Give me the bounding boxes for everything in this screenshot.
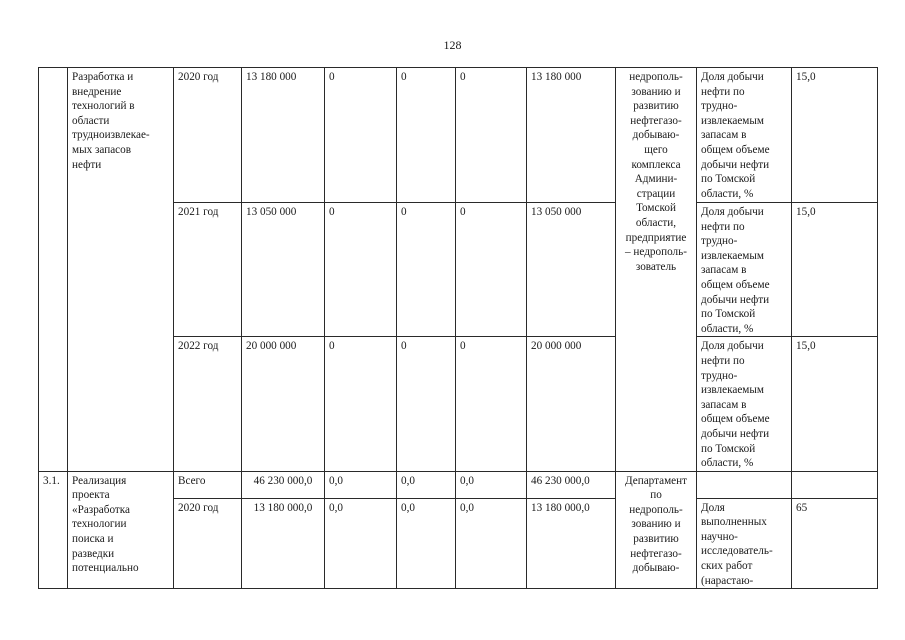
federal-cell: 0 (325, 203, 397, 337)
local-cell: 0 (456, 337, 527, 471)
activity-name: Разработка и внедрение технологий в области трудноизвлекае- мых запасов нефти (68, 68, 174, 472)
local-cell: 0,0 (456, 498, 527, 589)
indicator-cell: Доля добычи нефти по трудно- извлекаемым запасам в общем объеме добычи нефти по Томской области, % (697, 337, 792, 471)
indicator-cell: Доля добычи нефти по трудно- извлекаемым запасам в общем объеме добычи нефти по Томской области, % (697, 68, 792, 203)
regional-cell: 0 (397, 337, 456, 471)
page-number: 128 (443, 38, 462, 52)
indicator-cell: Доля добычи нефти по трудно- извлекаемым запасам в общем объеме добычи нефти по Томской области, % (697, 203, 792, 337)
indicator-value-cell: 15,0 (792, 203, 878, 337)
table-row (39, 471, 878, 498)
extrabudget-cell: 13 050 000 (527, 203, 616, 337)
row-number-cell (39, 68, 68, 472)
year-cell: 2020 год (174, 498, 242, 589)
year-cell: 2021 год (174, 203, 242, 337)
total-cell: 20 000 000 (242, 337, 325, 471)
federal-cell: 0 (325, 337, 397, 471)
federal-cell: 0,0 (325, 498, 397, 589)
indicator-cell: Доля выполненных научно- исследователь- ских работ (нарастаю- (697, 498, 792, 589)
federal-cell: 0 (325, 68, 397, 203)
responsible-cell: Департамент по недрополь- зованию и развитию нефтегазо- добываю- (616, 471, 697, 589)
extrabudget-cell: 46 230 000,0 (527, 471, 616, 498)
regional-cell: 0,0 (397, 498, 456, 589)
regional-cell: 0,0 (397, 471, 456, 498)
indicator-value-cell (792, 471, 878, 498)
total-cell: 13 180 000 (242, 68, 325, 203)
year-cell: 2022 год (174, 337, 242, 471)
extrabudget-cell: 13 180 000 (527, 68, 616, 203)
total-cell: 13 050 000 (242, 203, 325, 337)
year-cell: 2020 год (174, 68, 242, 203)
local-cell: 0 (456, 68, 527, 203)
total-cell: 46 230 000,0 (242, 471, 325, 498)
table-row (39, 68, 878, 203)
responsible-cell: недрополь- зованию и развитию нефтегазо- добываю- щего комплекса Админи- страции Томской области, предприятие – недрополь- зователь (616, 68, 697, 472)
activity-name: Реализация проекта «Разработка технологии поиска и разведки потенциально (68, 471, 174, 589)
regional-cell: 0 (397, 203, 456, 337)
local-cell: 0,0 (456, 471, 527, 498)
extrabudget-cell: 20 000 000 (527, 337, 616, 471)
indicator-value-cell: 15,0 (792, 337, 878, 471)
indicator-value-cell: 65 (792, 498, 878, 589)
budget-table (38, 67, 878, 589)
federal-cell: 0,0 (325, 471, 397, 498)
local-cell: 0 (456, 203, 527, 337)
regional-cell: 0 (397, 68, 456, 203)
indicator-cell (697, 471, 792, 498)
extrabudget-cell: 13 180 000,0 (527, 498, 616, 589)
year-cell: Всего (174, 471, 242, 498)
row-number-cell: 3.1. (39, 471, 68, 589)
total-cell: 13 180 000,0 (242, 498, 325, 589)
indicator-value-cell: 15,0 (792, 68, 878, 203)
